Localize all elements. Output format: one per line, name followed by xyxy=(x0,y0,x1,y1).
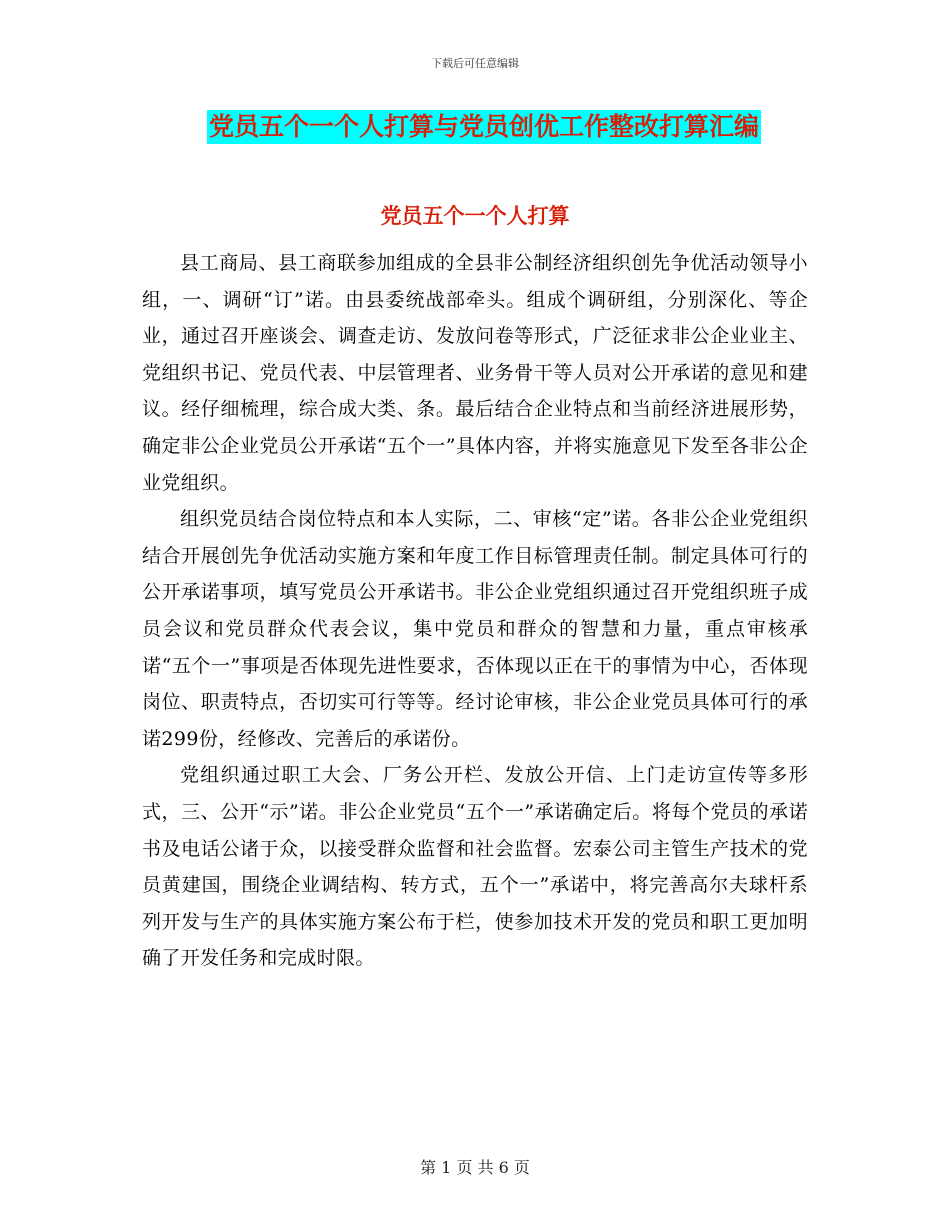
page-header-note: 下载后可任意编辑 xyxy=(431,57,519,70)
section-title: 党员五个一个人打算 xyxy=(380,204,570,228)
paragraph-3: 党组织通过职工大会、厂务公开栏、发放公开信、上门走访宣传等多形式，三、公开“示”诺。非公企业党员“五个一”承诺确定后。将每个党员的承诺书及电话公诸于众，以接受群众监督和社会监督。宏泰公司主管生产技术的党员黄建国，围绕企业调结构、转方式，五个一”承诺中，将完善高尔夫球杆系列开发与生产的具体实施方案公布于栏，使参加技术开发的党员和职工更加明确了开发任务和完成时限。 xyxy=(142,764,808,970)
document-title: 党员五个一个人打算与党员创优工作整改打算汇编 xyxy=(207,110,761,144)
paragraph-2: 组织党员结合岗位特点和本人实际，二、审核“定”诺。各非公企业党组织结合开展创先争优活动实施方案和年度工作目标管理责任制。制定具体可行的公开承诺事项，填写党员公开承诺书。非公企业党组织通过召开党组织班子成员会议和党员群众代表会议，集中党员和群众的智慧和力量，重点审核承诺“五个一”事项是否体现先进性要求，否体现以正在干的事情为中心，否体现岗位、职责特点，否切实可行等等。经讨论审核，非公企业党员具体可行的承诺299份，经修改、完善后的承诺份。 xyxy=(142,508,808,750)
page-number-footer: 第 1 页 共 6 页 xyxy=(420,1158,530,1177)
paragraph-1: 县工商局、县工商联参加组成的全县非公制经济组织创先争优活动领导小组，一、调研“订”诺。由县委统战部牵头。组成个调研组，分别深化、等企业，通过召开座谈会、调查走访、发放问卷等形式，广泛征求非公企业业主、党组织书记、党员代表、中层管理者、业务骨干等人员对公开承诺的意见和建议。经仔细梳理，综合成大类、条。最后结合企业特点和当前经济进展形势，确定非公企业党员公开承诺“五个一”具体内容，并将实施意见下发至各非公企业党组织。 xyxy=(142,252,808,494)
document-body xyxy=(142,245,808,977)
